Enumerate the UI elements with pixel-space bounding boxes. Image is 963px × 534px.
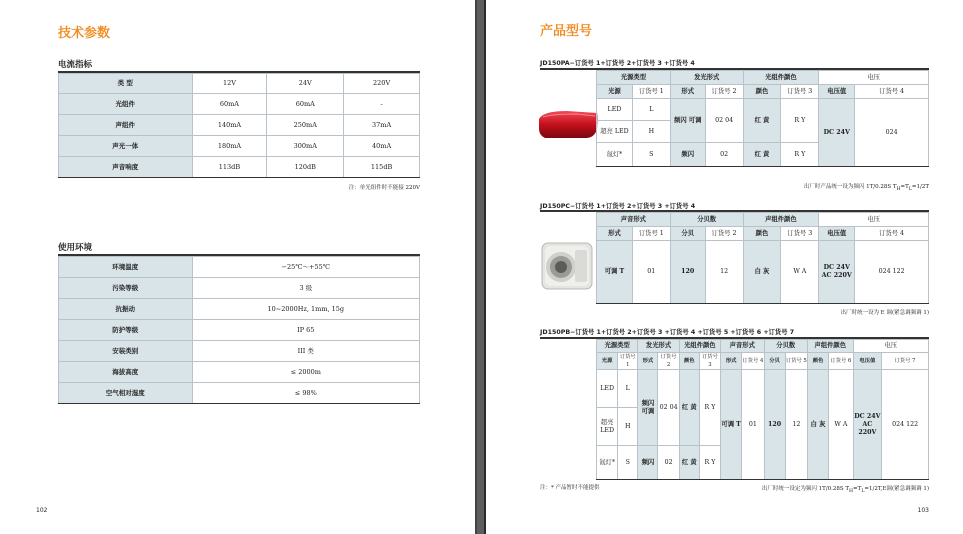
- header-cell: 220V: [344, 74, 420, 94]
- header-cell: 订货号 1: [632, 85, 670, 99]
- table-row: [59, 383, 420, 404]
- cell: DC 24V AC 220V: [853, 370, 882, 480]
- row-label: 防护等级: [59, 320, 193, 341]
- table-row: [597, 99, 929, 121]
- tech-params-title: 技术参数: [58, 26, 111, 41]
- cell: -: [344, 94, 420, 115]
- cell: R Y: [781, 99, 819, 143]
- header-cell: 12V: [192, 74, 267, 94]
- pa-note: [804, 182, 929, 192]
- header-cell: 类 型: [59, 74, 193, 94]
- cell: 250mA: [267, 115, 344, 136]
- cell: 40mA: [344, 136, 420, 157]
- cell: R Y: [699, 446, 720, 480]
- table-row: [59, 278, 420, 299]
- row-label: 抗振动: [59, 299, 193, 320]
- cell: 02 04: [705, 99, 743, 143]
- header-cell: 光组件颜色: [743, 71, 819, 85]
- table-row: [59, 299, 420, 320]
- row-label: 安装类别: [59, 341, 193, 362]
- row-label: 污染等级: [59, 278, 193, 299]
- header-cell: 订货号 1: [632, 227, 670, 241]
- cell: R Y: [699, 370, 720, 446]
- pa-table: [596, 70, 929, 167]
- table-row: [59, 257, 420, 278]
- cell: 02: [658, 446, 679, 480]
- header-cell: 光组件颜色: [679, 340, 720, 353]
- cell: 红 黄: [743, 143, 781, 167]
- header-cell: 颜色: [679, 353, 699, 370]
- current-note: 注：单光组件时不能接 220V: [348, 185, 420, 191]
- header-cell: 订货号 2: [658, 353, 679, 370]
- header-cell: 电压值: [819, 227, 855, 241]
- header-cell: 订货号 2: [705, 85, 743, 99]
- table-row: [597, 353, 929, 370]
- table-row: [597, 213, 929, 227]
- header-cell: 电压: [819, 71, 929, 85]
- current-spec-title: 电流指标: [58, 60, 93, 70]
- cell: 12: [705, 241, 743, 304]
- header-cell: 光源: [597, 85, 633, 99]
- cell: 120: [670, 241, 705, 304]
- table-row: [597, 227, 929, 241]
- cell: 白 灰: [743, 241, 781, 304]
- table-row: [59, 74, 420, 94]
- table-row: [597, 340, 929, 353]
- cell: 氙灯*: [597, 143, 633, 167]
- table-row: [59, 94, 420, 115]
- header-cell: 电压值: [853, 353, 882, 370]
- header-cell: 订货号 4: [855, 85, 929, 99]
- cell: W A: [781, 241, 819, 304]
- cell: 白 灰: [807, 370, 828, 480]
- header-cell: 声音形式: [597, 213, 671, 227]
- note-text: =1/2T: [911, 184, 929, 190]
- table-row: [59, 320, 420, 341]
- table-row: [59, 136, 420, 157]
- cell: 60mA: [192, 94, 267, 115]
- pb-model-title: JD150PB−订货号 1+订货号 2+订货号 3 +订货号 4 +订货号 5 +订货号 6 +订货号 7: [540, 329, 795, 336]
- pc-table: [596, 212, 929, 304]
- white-siren-image: [539, 240, 595, 292]
- cell: III 类: [192, 341, 419, 362]
- row-label: 海拔高度: [59, 362, 193, 383]
- table-row: [59, 341, 420, 362]
- header-cell: 订货号 4: [855, 227, 929, 241]
- cell: LED: [597, 99, 633, 121]
- cell: DC 24V: [819, 99, 855, 167]
- header-cell: 订货号 3: [781, 85, 819, 99]
- cell: 01: [632, 241, 670, 304]
- cell: H: [618, 408, 638, 446]
- cell: 频闪 可调: [638, 370, 658, 446]
- header-cell: 订货号 5: [785, 353, 807, 370]
- footnote: 注：* 产品暂时不能提供: [540, 485, 600, 491]
- header-cell: 颜色: [807, 353, 828, 370]
- header-cell: 光源类型: [597, 340, 638, 353]
- cell: 频闪 可调: [670, 99, 705, 143]
- cell: 02: [705, 143, 743, 167]
- cell: 113dB: [192, 157, 267, 178]
- row-label: 光组件: [59, 94, 193, 115]
- cell: 10~2000Hz, 1mm, 15g: [192, 299, 419, 320]
- cell: 024 122: [855, 241, 929, 304]
- environment-table: [58, 256, 420, 404]
- header-cell: 分贝数: [670, 213, 743, 227]
- cell: S: [632, 143, 670, 167]
- header-cell: 光源类型: [597, 71, 671, 85]
- cell: 300mA: [267, 136, 344, 157]
- pa-model-title: JD150PA−订货号 1+订货号 2+订货号 3 +订货号 4: [540, 60, 695, 67]
- row-label: 环境温度: [59, 257, 193, 278]
- cell: 频闪: [638, 446, 658, 480]
- cell: 红 黄: [679, 370, 699, 446]
- row-label: 声光一体: [59, 136, 193, 157]
- cell: L: [632, 99, 670, 121]
- note-text: =T: [900, 184, 909, 190]
- red-strobe-image: [537, 105, 599, 145]
- header-cell: 分贝: [764, 353, 785, 370]
- cell: LED: [597, 370, 618, 408]
- cell: 超亮 LED: [597, 408, 618, 446]
- header-cell: 声组件颜色: [743, 213, 819, 227]
- table-row: [597, 85, 929, 99]
- product-models-title: 产品型号: [540, 24, 593, 39]
- header-cell: 电压: [853, 340, 928, 353]
- current-table: [58, 73, 420, 178]
- cell: 120dB: [267, 157, 344, 178]
- cell: R Y: [781, 143, 819, 167]
- cell: W A: [829, 370, 853, 480]
- cell: 37mA: [344, 115, 420, 136]
- cell: 可调 T: [721, 370, 742, 480]
- header-cell: 分贝数: [764, 340, 807, 353]
- header-cell: 订货号 6: [829, 353, 853, 370]
- header-cell: 分贝: [670, 227, 705, 241]
- cell: H: [632, 121, 670, 143]
- header-cell: 电压: [819, 213, 929, 227]
- cell: 12: [785, 370, 807, 480]
- pc-model-title: JD150PC−订货号 1+订货号 2+订货号 3 +订货号 4: [540, 203, 696, 210]
- page-number: 103: [917, 507, 929, 514]
- header-cell: 订货号 3: [699, 353, 720, 370]
- cell: 115dB: [344, 157, 420, 178]
- table-row: [59, 362, 420, 383]
- pb-table: [596, 339, 929, 480]
- table-row: [59, 115, 420, 136]
- cell: S: [618, 446, 638, 480]
- environment-title: 使用环境: [58, 243, 93, 253]
- gutter: [475, 0, 477, 534]
- header-cell: 订货号 2: [705, 227, 743, 241]
- note-sub: H: [849, 489, 854, 495]
- cell: 01: [742, 370, 764, 480]
- table-row: [597, 370, 929, 408]
- table-row: [59, 157, 420, 178]
- cell: 120: [764, 370, 785, 480]
- pc-note: 出厂时统一设为 E 调(紧急调频调 1): [840, 310, 929, 316]
- cell: 60mA: [267, 94, 344, 115]
- note-text: 出厂时产品统一设为频闪 1T/0.28S T: [803, 184, 897, 190]
- cell: 02 04: [658, 370, 679, 446]
- cell: ≤ 2000m: [192, 362, 419, 383]
- header-cell: 订货号 4: [742, 353, 764, 370]
- header-cell: 24V: [267, 74, 344, 94]
- note-sub: L: [861, 489, 865, 495]
- header-cell: 订货号 3: [781, 227, 819, 241]
- row-label: 空气相对湿度: [59, 383, 193, 404]
- header-cell: 形式: [597, 227, 633, 241]
- left-page: [0, 0, 475, 534]
- table-row: [597, 71, 929, 85]
- bottom-note: [762, 484, 929, 494]
- header-cell: 订货号 1: [618, 353, 638, 370]
- page-number: 102: [36, 507, 48, 514]
- right-page: [486, 0, 963, 534]
- table-row: [597, 241, 929, 304]
- cell: 180mA: [192, 136, 267, 157]
- cell: DC 24V AC 220V: [819, 241, 855, 304]
- cell: 频闪: [670, 143, 705, 167]
- header-cell: 发光形式: [638, 340, 679, 353]
- cell: ≤ 98%: [192, 383, 419, 404]
- note-text: 出厂时统一设定为频闪 1T/0.28S T: [761, 486, 850, 492]
- cell: 红 黄: [679, 446, 699, 480]
- cell: 3 级: [192, 278, 419, 299]
- header-cell: 声组件颜色: [807, 340, 853, 353]
- cell: 可调 T: [597, 241, 633, 304]
- header-cell: 发光形式: [670, 71, 743, 85]
- header-cell: 颜色: [743, 85, 781, 99]
- header-cell: 光源: [597, 353, 618, 370]
- cell: −25℃～+55℃: [192, 257, 419, 278]
- cell: 超亮 LED: [597, 121, 633, 143]
- row-label: 声组件: [59, 115, 193, 136]
- header-cell: 声音形式: [721, 340, 764, 353]
- header-cell: 形式: [721, 353, 742, 370]
- note-text: =1/2T,E调(紧急调频调 1): [864, 486, 929, 492]
- cell: L: [618, 370, 638, 408]
- row-label: 声音响度: [59, 157, 193, 178]
- note-sub: L: [908, 187, 912, 193]
- cell: 氙灯*: [597, 446, 618, 480]
- header-cell: 订货号 7: [882, 353, 929, 370]
- cell: 024 122: [882, 370, 929, 480]
- header-cell: 电压值: [819, 85, 855, 99]
- header-cell: 形式: [670, 85, 705, 99]
- cell: IP 65: [192, 320, 419, 341]
- cell: 024: [855, 99, 929, 167]
- note-sub: H: [896, 187, 901, 193]
- cell: 140mA: [192, 115, 267, 136]
- header-cell: 颜色: [743, 227, 781, 241]
- cell: 红 黄: [743, 99, 781, 143]
- header-cell: 形式: [638, 353, 658, 370]
- note-text: =T: [853, 486, 862, 492]
